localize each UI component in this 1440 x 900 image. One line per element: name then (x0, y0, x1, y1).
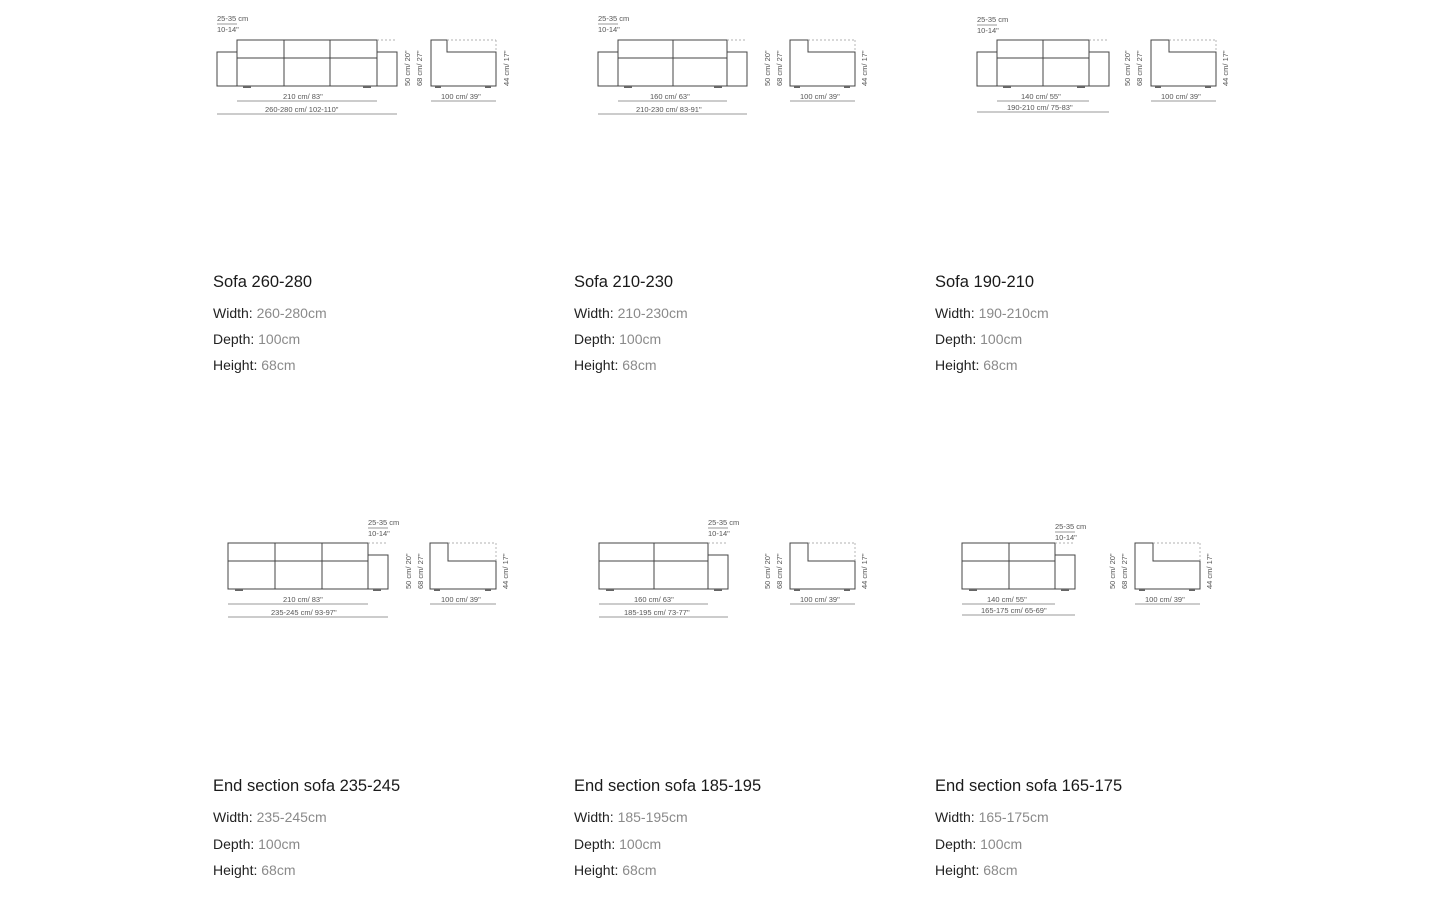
seat-height-label: 44 cm/ 17" (860, 50, 869, 86)
seat-width-label: 140 cm/ 55" (1021, 92, 1061, 101)
seat-back-height-label: 50 cm/ 20" (1108, 553, 1117, 589)
depth-label: 100 cm/ 39" (441, 92, 481, 101)
depth-label: 100 cm/ 39" (1145, 595, 1185, 604)
spec-height: Height: 68cm (213, 862, 296, 878)
product-card-sofa-210-230[interactable] (574, 0, 904, 380)
product-card-end-section-sofa-165-175[interactable] (935, 500, 1265, 890)
product-title[interactable]: Sofa 190-210 (935, 273, 1035, 291)
spec-depth: Depth: 100cm (213, 331, 301, 347)
spec-depth: Depth: 100cm (574, 331, 662, 347)
seat-width-label: 160 cm/ 63" (650, 92, 690, 101)
arm-width-note-in: 10-14" (977, 26, 999, 35)
arm-width-note-cm: 25-35 cm (598, 14, 630, 23)
total-width-label: 165-175 cm/ 65-69" (981, 606, 1047, 615)
arm-width-note-cm: 25-35 cm (977, 15, 1009, 24)
arm-width-note-cm: 25-35 cm (368, 518, 400, 527)
product-title[interactable]: End section sofa 235-245 (213, 777, 401, 795)
product-card-sofa-260-280[interactable] (213, 0, 543, 380)
total-width-label: 235-245 cm/ 93-97" (271, 608, 337, 617)
product-title[interactable]: Sofa 210-230 (574, 273, 674, 291)
total-height-label: 68 cm/ 27" (416, 553, 425, 589)
total-width-label: 260-280 cm/ 102-110" (265, 105, 339, 114)
arm-width-note-in: 10-14" (368, 529, 390, 538)
total-width-label: 185-195 cm/ 73-77" (624, 608, 690, 617)
spec-width: Width: 185-195cm (574, 809, 688, 825)
seat-height-label: 44 cm/ 17" (501, 553, 510, 589)
spec-depth: Depth: 100cm (213, 836, 301, 852)
depth-label: 100 cm/ 39" (800, 595, 840, 604)
total-height-label: 68 cm/ 27" (775, 553, 784, 589)
product-card-end-section-sofa-185-195[interactable] (574, 500, 904, 890)
arm-width-note-cm: 25-35 cm (217, 14, 249, 23)
product-dimension-drawing (957, 518, 1247, 628)
product-dimension-drawing (213, 10, 523, 120)
seat-width-label: 160 cm/ 63" (634, 595, 674, 604)
total-height-label: 68 cm/ 27" (1120, 553, 1129, 589)
seat-width-label: 140 cm/ 55" (987, 595, 1027, 604)
seat-back-height-label: 50 cm/ 20" (1123, 50, 1132, 86)
spec-width: Width: 235-245cm (213, 809, 327, 825)
spec-depth: Depth: 100cm (935, 331, 1023, 347)
product-dimension-drawing (223, 514, 523, 624)
seat-width-label: 210 cm/ 83" (283, 92, 323, 101)
product-title[interactable]: End section sofa 165-175 (935, 777, 1123, 795)
total-width-label: 210-230 cm/ 83-91" (636, 105, 702, 114)
spec-height: Height: 68cm (935, 862, 1018, 878)
spec-height: Height: 68cm (935, 357, 1018, 373)
arm-width-note-in: 10-14" (598, 25, 620, 34)
arm-width-note-cm: 25-35 cm (1055, 522, 1087, 531)
spec-height: Height: 68cm (574, 357, 657, 373)
total-height-label: 68 cm/ 27" (775, 50, 784, 86)
seat-height-label: 44 cm/ 17" (860, 553, 869, 589)
arm-width-note-in: 10-14" (217, 25, 239, 34)
seat-height-label: 44 cm/ 17" (1205, 553, 1214, 589)
seat-back-height-label: 50 cm/ 20" (763, 553, 772, 589)
seat-back-height-label: 50 cm/ 20" (404, 553, 413, 589)
product-title[interactable]: End section sofa 185-195 (574, 777, 762, 795)
depth-label: 100 cm/ 39" (800, 92, 840, 101)
depth-label: 100 cm/ 39" (441, 595, 481, 604)
arm-width-note-in: 10-14" (708, 529, 730, 538)
product-dimension-drawing (594, 10, 894, 120)
spec-width: Width: 190-210cm (935, 305, 1049, 321)
total-height-label: 68 cm/ 27" (415, 50, 424, 86)
product-title[interactable]: Sofa 260-280 (213, 273, 313, 291)
product-dimension-drawing (973, 10, 1263, 120)
arm-width-note-cm: 25-35 cm (708, 518, 740, 527)
seat-height-label: 44 cm/ 17" (1221, 50, 1230, 86)
spec-width: Width: 165-175cm (935, 809, 1049, 825)
spec-depth: Depth: 100cm (574, 836, 662, 852)
spec-width: Width: 260-280cm (213, 305, 327, 321)
spec-depth: Depth: 100cm (935, 836, 1023, 852)
seat-width-label: 210 cm/ 83" (283, 595, 323, 604)
arm-width-note-in: 10-14" (1055, 533, 1077, 542)
seat-height-label: 44 cm/ 17" (502, 50, 511, 86)
spec-height: Height: 68cm (574, 862, 657, 878)
total-height-label: 68 cm/ 27" (1135, 50, 1144, 86)
product-dimension-drawing (594, 514, 894, 624)
product-card-end-section-sofa-235-245[interactable] (213, 500, 543, 890)
seat-back-height-label: 50 cm/ 20" (763, 50, 772, 86)
total-width-label: 190-210 cm/ 75-83" (1007, 103, 1073, 112)
product-card-sofa-190-210[interactable] (935, 0, 1265, 380)
seat-back-height-label: 50 cm/ 20" (403, 50, 412, 86)
spec-height: Height: 68cm (213, 357, 296, 373)
depth-label: 100 cm/ 39" (1161, 92, 1201, 101)
spec-width: Width: 210-230cm (574, 305, 688, 321)
